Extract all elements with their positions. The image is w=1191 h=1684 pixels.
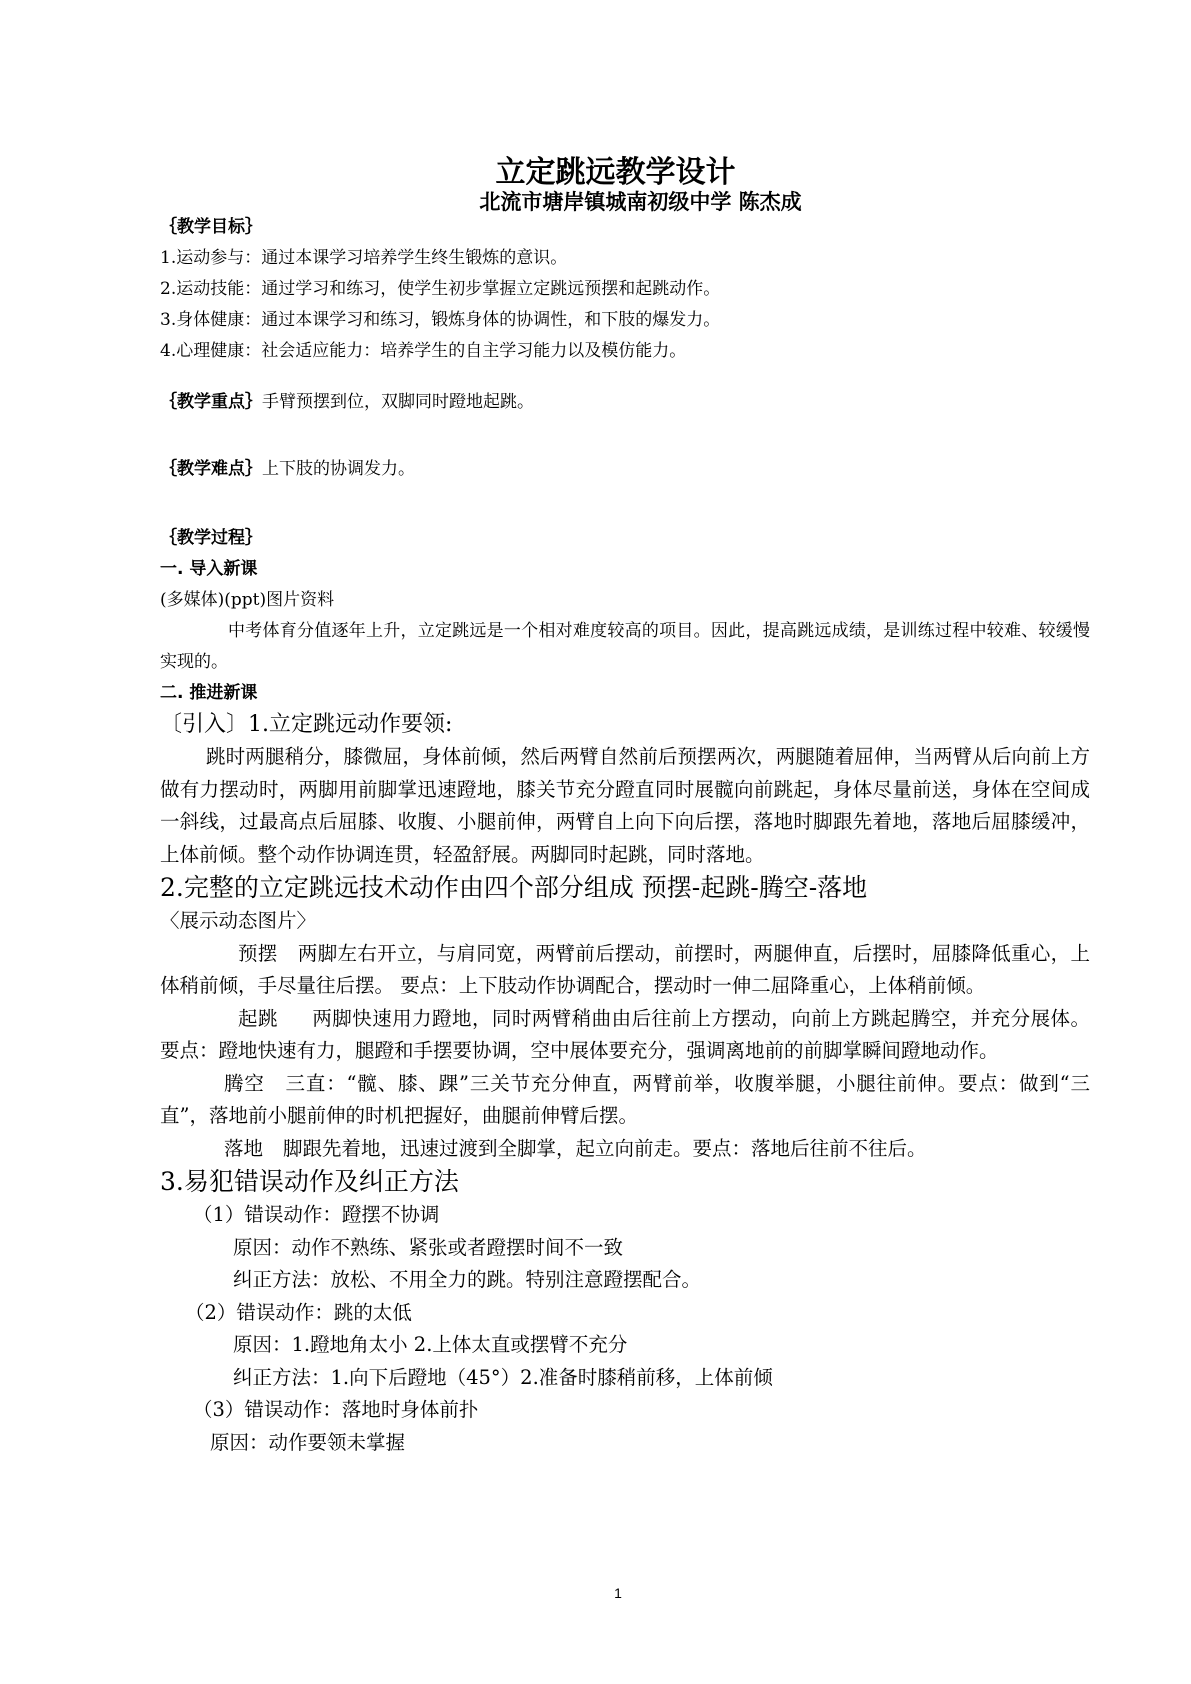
takeoff-label: 起跳 bbox=[238, 1006, 278, 1030]
objective-item: 1.运动参与：通过本课学习培养学生终生锻炼的意识。 bbox=[160, 248, 568, 268]
error2-cause: 原因：1.蹬地角太小 2.上体太直或摆臂不充分 bbox=[233, 1333, 628, 1356]
key-point-line bbox=[160, 387, 1090, 418]
process-heading: ｛教学过程｝ bbox=[160, 528, 262, 548]
intro-line: 〔引入〕1.立定跳远动作要领: bbox=[160, 712, 453, 737]
document-body bbox=[160, 212, 1090, 1459]
flight-paragraph bbox=[160, 1068, 1090, 1133]
difficulty-label: ｛教学难点｝ bbox=[160, 459, 262, 479]
error1-fix: 纠正方法：放松、不用全力的跳。特别注意蹬摆配合。 bbox=[233, 1268, 702, 1291]
takeoff-paragraph bbox=[160, 1003, 1090, 1068]
section1-media: (多媒体)(ppt)图片资料 bbox=[160, 590, 335, 610]
section1-heading: 一. 导入新课 bbox=[160, 559, 258, 579]
error1-title: （1）错误动作：蹬摆不协调 bbox=[193, 1203, 440, 1226]
error3-title: （3）错误动作：落地时身体前扑 bbox=[193, 1398, 479, 1421]
error1-cause: 原因：动作不熟练、紧张或者蹬摆时间不一致 bbox=[233, 1235, 624, 1259]
objective-item: 3.身体健康：通过本课学习和练习，锻炼身体的协调性，和下肢的爆发力。 bbox=[160, 310, 721, 330]
point2-sub: 〈展示动态图片〉 bbox=[160, 909, 317, 932]
key-point-label: ｛教学重点｝ bbox=[160, 392, 262, 412]
objective-item: 2.运动技能：通过学习和练习，使学生初步掌握立定跳远预摆和起跳动作。 bbox=[160, 279, 721, 299]
section2-heading: 二. 推进新课 bbox=[160, 683, 258, 703]
key-point-text: 手臂预摆到位，双脚同时蹬地起跳。 bbox=[262, 392, 534, 412]
preswing-paragraph bbox=[160, 938, 1090, 1003]
flight-label: 腾空 bbox=[224, 1071, 265, 1095]
point2-heading: 2.完整的立定跳远技术动作由四个部分组成 预摆-起跳-腾空-落地 bbox=[160, 873, 868, 902]
page-number: 1 bbox=[614, 1585, 622, 1601]
difficulty-line bbox=[160, 454, 1090, 485]
takeoff-text: 两脚快速用力蹬地，同时两臂稍曲由后往前上方摆动，向前上方跳起腾空，并充分展体。要点：蹬地快速有力，腿蹬和手摆要协调，空中展体要充分，强调离地前的前脚掌瞬间蹬地动作。 bbox=[160, 1006, 1090, 1062]
preswing-label: 预摆 bbox=[238, 941, 278, 965]
flight-text: 三直：“髋、膝、踝”三关节充分伸直，两臂前举，收腹举腿，小腿往前伸。要点：做到“三直”，落地前小腿前伸的时机把握好，曲腿前伸臂后摆。 bbox=[160, 1071, 1090, 1127]
difficulty-text: 上下肢的协调发力。 bbox=[262, 459, 415, 479]
point3-heading: 3.易犯错误动作及纠正方法 bbox=[160, 1167, 459, 1196]
objectives-heading: ｛教学目标｝ bbox=[160, 217, 262, 237]
preswing-text: 两脚左右开立，与肩同宽，两臂前后摆动，前摆时，两腿伸直，后摆时，屈膝降低重心，上体稍前倾，手尽量往后摆。 要点：上下肢动作协调配合，摆动时一伸二屈降重心，上体稍前倾。 bbox=[160, 941, 1090, 997]
document-title: 立定跳远教学设计 bbox=[495, 155, 736, 190]
section1-paragraph: 中考体育分值逐年上升，立定跳远是一个相对难度较高的项目。因此，提高跳远成绩，是训练过程中较难、较缓慢实现的。 bbox=[160, 621, 1090, 672]
error2-title: （2）错误动作：跳的太低 bbox=[185, 1300, 412, 1324]
landing-paragraph bbox=[160, 1133, 1090, 1166]
document-subtitle: 北流市塘岸镇城南初级中学 陈杰成 bbox=[479, 190, 802, 214]
error3-cause: 原因：动作要领未掌握 bbox=[210, 1430, 406, 1454]
objective-item: 4.心理健康：社会适应能力：培养学生的自主学习能力以及模仿能力。 bbox=[160, 341, 687, 361]
essentials-paragraph: 跳时两腿稍分，膝微屈，身体前倾，然后两臂自然前后预摆两次，两腿随着屈伸，当两臂从后向前上方做有力摆动时，两脚用前脚掌迅速蹬地，膝关节充分蹬直同时展髋向前跳起，身体尽量前送，身体在空间成一斜线，过最高点后屈膝、收腹、小腿前伸，两臂自上向下向后摆，落地时脚跟先着地，落地后屈膝缓冲，上体前倾。整个动作协调连贯，轻盈舒展。两脚同时起跳，同时落地。 bbox=[160, 745, 1090, 866]
error2-fix: 纠正方法：1.向下后蹬地（45°）2.准备时膝稍前移，上体前倾 bbox=[233, 1365, 773, 1389]
landing-text: 脚跟先着地，迅速过渡到全脚掌，起立向前走。要点：落地后往前不往后。 bbox=[283, 1136, 927, 1160]
landing-label: 落地 bbox=[224, 1136, 264, 1160]
